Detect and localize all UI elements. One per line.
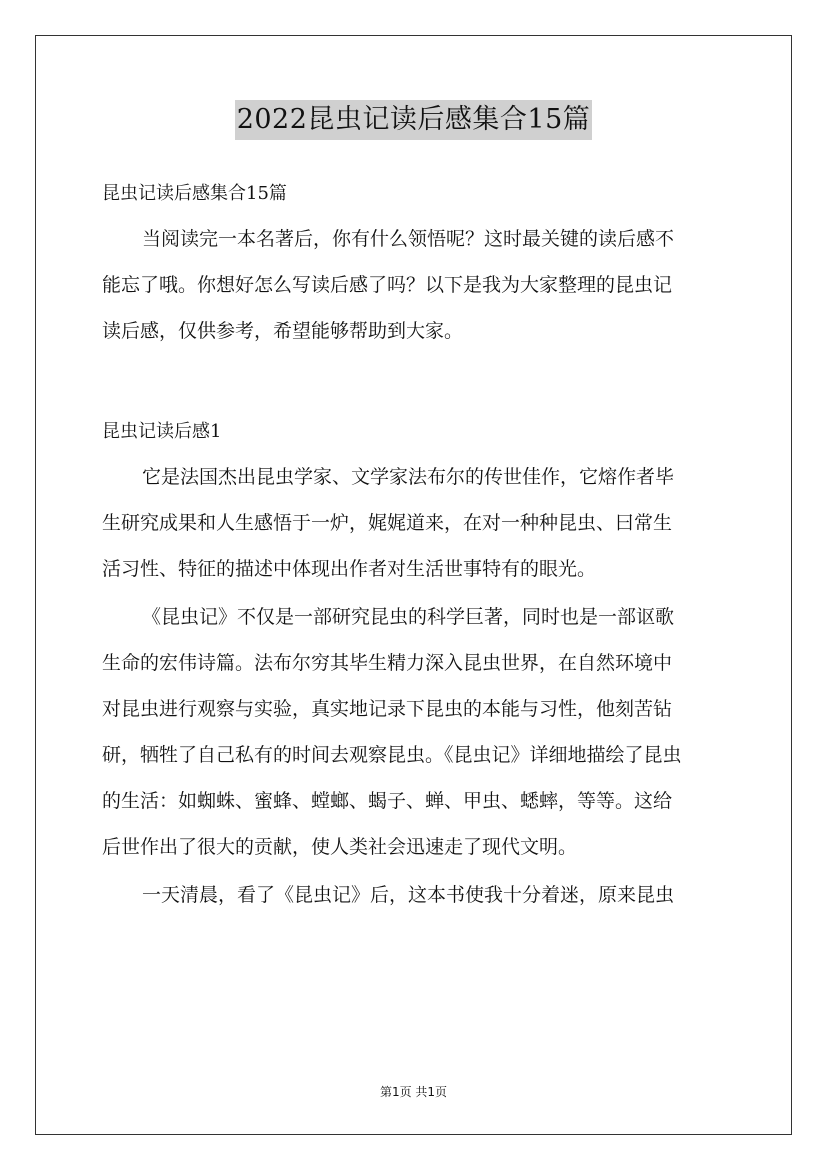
section-spacer (102, 354, 732, 410)
intro-paragraph (102, 216, 732, 354)
paragraph-line: 研，牺牲了自己私有的时间去观察昆虫。《昆虫记》详细地描绘了昆虫 (102, 744, 682, 766)
paragraph-line: 《昆虫记》不仅是一部研究昆虫的科学巨著，同时也是一部讴歌 (142, 606, 675, 628)
paragraph-1 (102, 454, 732, 592)
title-container (0, 100, 827, 140)
paragraph-line: 后世作出了很大的贡献，使人类社会迅速走了现代文明。 (102, 836, 578, 858)
paragraph-line: 对昆虫进行观察与实验，真实地记录下昆虫的本能与习性，他刻苦钻 (102, 698, 673, 720)
intro-line: 当阅读完一本名著后，你有什么领悟呢？这时最关键的读后感不 (142, 228, 675, 250)
document-title: 2022昆虫记读后感集合15篇 (235, 100, 593, 140)
paragraph-line: 生研究成果和人生感悟于一炉，娓娓道来，在对一种种昆虫、曰常生 (102, 512, 673, 534)
paragraph-3 (102, 872, 732, 918)
document-body (102, 172, 732, 918)
intro-line: 读后感，仅供参考，希望能够帮助到大家。 (102, 320, 464, 342)
paragraph-line: 的生活：如蜘蛛、蜜蜂、螳螂、蝎子、蝉、甲虫、蟋蟀，等等。这给 (102, 790, 673, 812)
paragraph-2 (102, 594, 732, 870)
paragraph-line: 它是法国杰出昆虫学家、文学家法布尔的传世佳作，它熔作者毕 (142, 466, 675, 488)
page-footer: 第1页 共1页 (379, 1085, 448, 1099)
section-heading: 昆虫记读后感1 (102, 421, 222, 442)
document-subtitle: 昆虫记读后感集合15篇 (102, 183, 287, 204)
paragraph-line: 活习性、特征的描述中体现出作者对生活世事特有的眼光。 (102, 558, 597, 580)
intro-line: 能忘了哦。你想好怎么写读后感了吗？以下是我为大家整理的昆虫记 (102, 274, 673, 296)
paragraph-line: 生命的宏伟诗篇。法布尔穷其毕生精力深入昆虫世界，在自然环境中 (102, 652, 673, 674)
paragraph-line: 一天清晨，看了《昆虫记》后，这本书使我十分着迷，原来昆虫 (142, 884, 675, 906)
